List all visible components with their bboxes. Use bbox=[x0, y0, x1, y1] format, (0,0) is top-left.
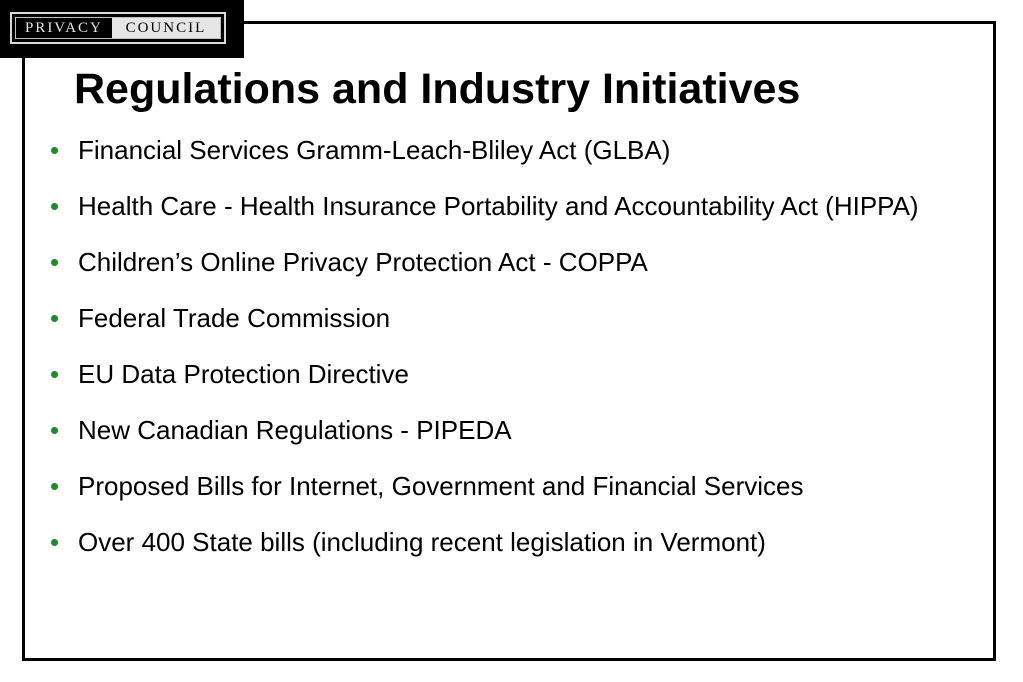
bullet-item-pipeda bbox=[50, 410, 970, 450]
bullet-item-state-bills bbox=[50, 522, 970, 562]
bullet-icon: • bbox=[50, 303, 60, 333]
bullet-icon: • bbox=[50, 359, 60, 389]
logo-left-text: PRIVACY bbox=[16, 18, 112, 38]
bullet-icon: • bbox=[50, 191, 60, 221]
bullet-item-ftc bbox=[50, 298, 970, 338]
bullet-item-coppa bbox=[50, 242, 970, 282]
bullet-list bbox=[50, 130, 970, 578]
bullet-icon: • bbox=[50, 247, 60, 277]
bullet-text: Over 400 State bills (including recent legislation in Vermont) bbox=[78, 527, 766, 557]
bullet-item-eu-directive bbox=[50, 354, 970, 394]
bullet-text: Children’s Online Privacy Protection Act - COPPA bbox=[78, 247, 648, 277]
bullet-text: Proposed Bills for Internet, Government and Financial Services bbox=[78, 471, 804, 501]
bullet-icon: • bbox=[50, 527, 60, 557]
bullet-text: EU Data Protection Directive bbox=[78, 359, 409, 389]
bullet-item-hipaa bbox=[50, 186, 970, 226]
bullet-item-proposed-bills bbox=[50, 466, 970, 506]
bullet-item-glba bbox=[50, 130, 970, 170]
bullet-icon: • bbox=[50, 415, 60, 445]
slide-title: Regulations and Industry Initiatives bbox=[74, 65, 801, 113]
bullet-icon: • bbox=[50, 471, 60, 501]
bullet-text: Federal Trade Commission bbox=[78, 303, 391, 333]
bullet-icon: • bbox=[50, 135, 60, 165]
logo-right-text: COUNCIL bbox=[112, 18, 220, 38]
bullet-text: Health Care - Health Insurance Portability and Accountability Act (HIPPA) bbox=[78, 191, 919, 221]
logo-inner bbox=[15, 17, 221, 39]
bullet-text: New Canadian Regulations - PIPEDA bbox=[78, 415, 512, 445]
bullet-text: Financial Services Gramm-Leach-Bliley Act (GLBA) bbox=[78, 135, 671, 165]
privacy-council-logo bbox=[0, 0, 244, 58]
logo-frame bbox=[10, 12, 226, 44]
